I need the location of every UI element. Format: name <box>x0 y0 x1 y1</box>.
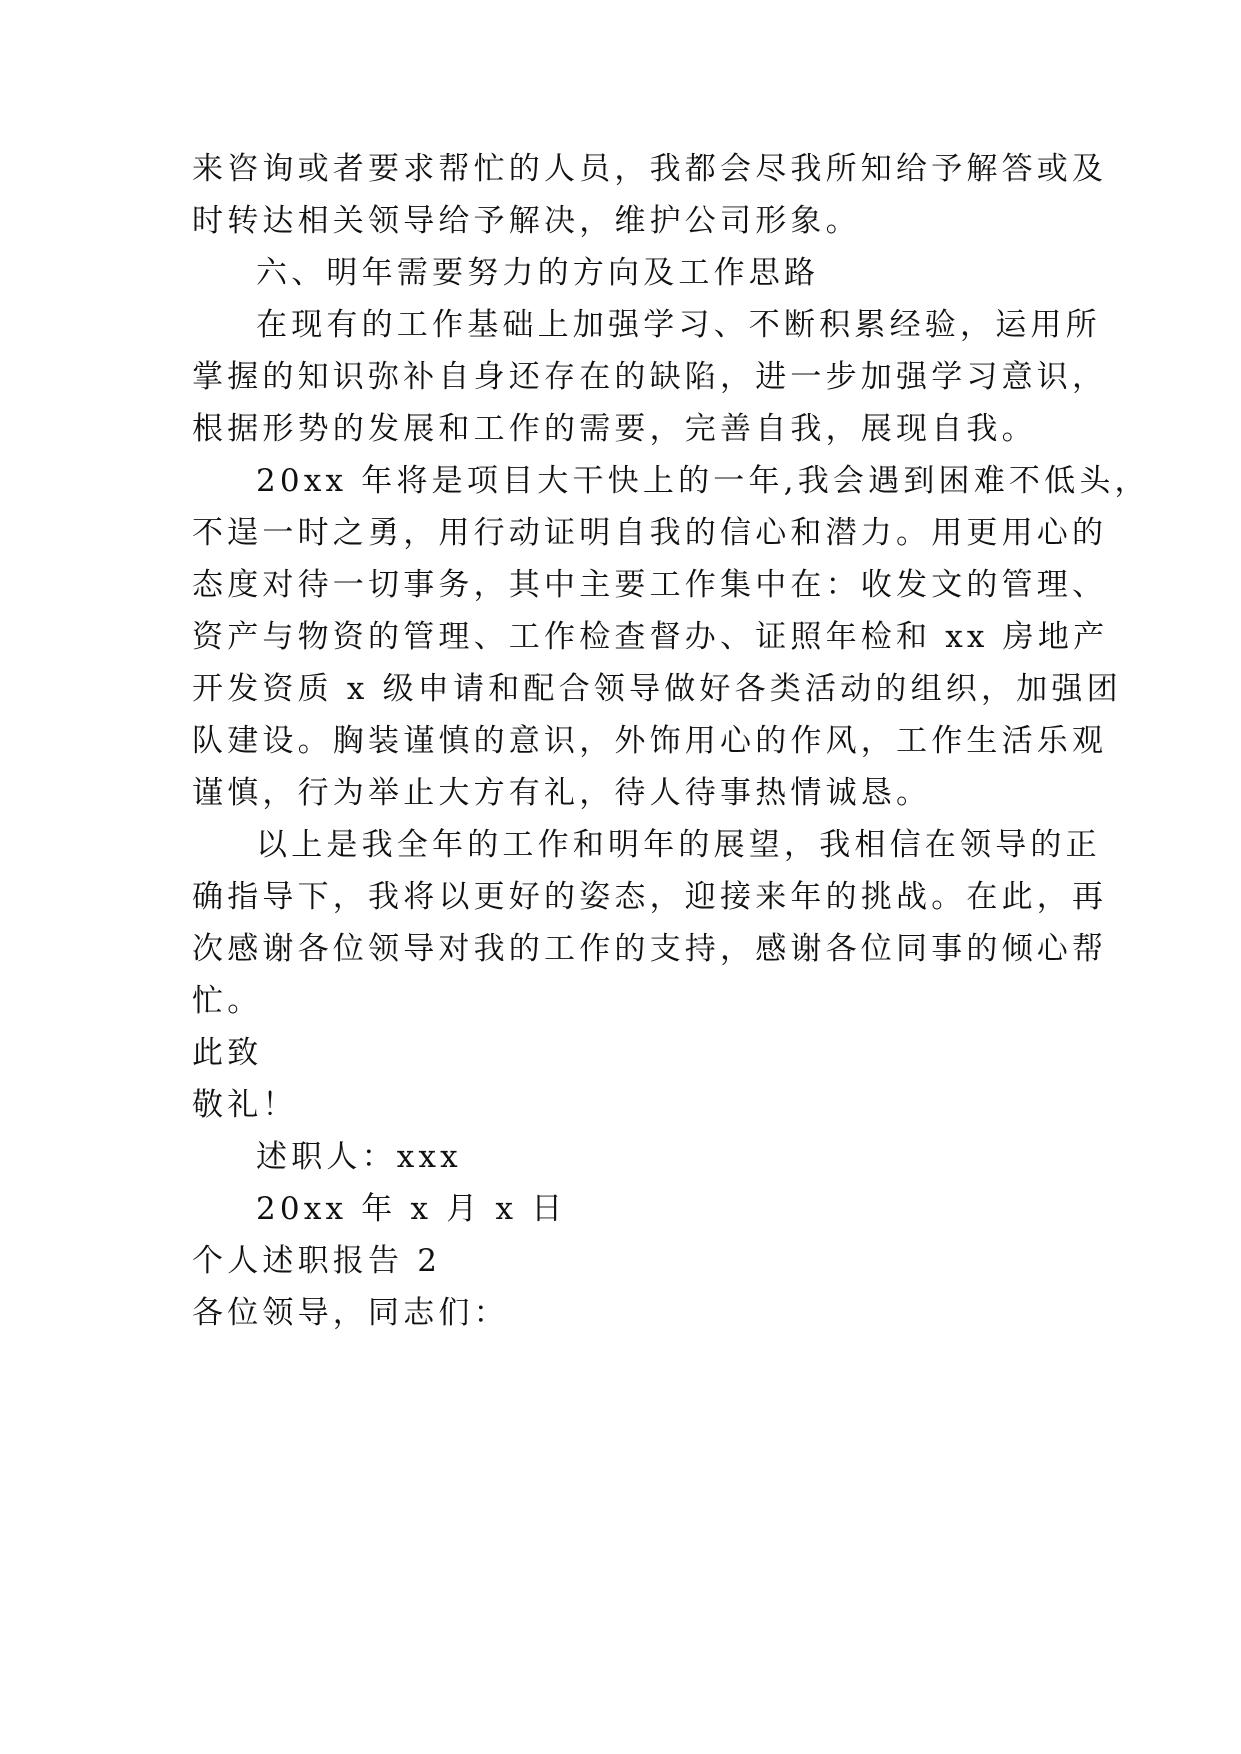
body-text-line: 时转达相关领导给予解决，维护公司形象。 <box>192 203 861 239</box>
body-text-line: 不逞一时之勇，用行动证明自我的信心和潜力。用更用心的 <box>192 515 1108 551</box>
body-text-line: 资产与物资的管理、工作检查督办、证照年检和 xx 房地产 <box>192 619 1109 655</box>
salutation-line: 敬礼！ <box>192 1087 298 1123</box>
signature-line: 述职人：xxx <box>256 1139 462 1175</box>
body-text-line: 队建设。胸装谨慎的意识，外饰用心的作风，工作生活乐观 <box>192 723 1108 759</box>
body-text-line: 以上是我全年的工作和明年的展望，我相信在领导的正 <box>256 827 1101 863</box>
body-text-line: 20xx 年将是项目大干快上的一年,我会遇到困难不低头， <box>256 463 1150 499</box>
body-text-line: 掌握的知识弥补自身还存在的缺陷，进一步加强学习意识， <box>192 359 1108 395</box>
body-text-line: 忙。 <box>192 983 263 1019</box>
body-text-line: 来咨询或者要求帮忙的人员，我都会尽我所知给予解答或及 <box>192 151 1108 187</box>
body-text-line: 确指导下，我将以更好的姿态，迎接来年的挑战。在此，再 <box>192 879 1108 915</box>
body-text-line: 在现有的工作基础上加强学习、不断积累经验，运用所 <box>256 307 1101 343</box>
body-text-line: 谨慎，行为举止大方有礼，待人待事热情诚恳。 <box>192 775 932 811</box>
body-text-line: 根据形势的发展和工作的需要，完善自我，展现自我。 <box>192 411 1037 447</box>
body-text-line: 次感谢各位领导对我的工作的支持，感谢各位同事的倾心帮 <box>192 931 1108 967</box>
document-title: 个人述职报告 2 <box>192 1243 442 1279</box>
section-heading: 六、明年需要努力的方向及工作思路 <box>256 255 820 291</box>
closing-line: 此致 <box>192 1035 263 1071</box>
greeting-line: 各位领导，同志们： <box>192 1295 509 1331</box>
body-text-line: 态度对待一切事务，其中主要工作集中在：收发文的管理、 <box>192 567 1108 603</box>
body-text-line: 开发资质 x 级申请和配合领导做好各类活动的组织，加强团 <box>192 671 1122 707</box>
date-line: 20xx 年 x 月 x 日 <box>256 1191 567 1227</box>
